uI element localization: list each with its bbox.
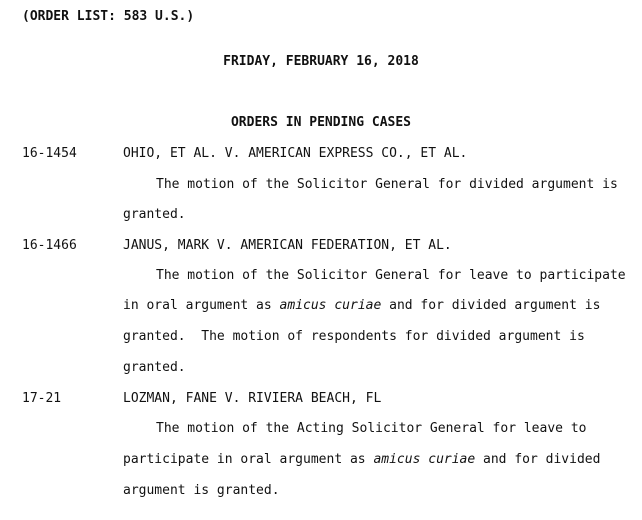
case-number: 17-21 [22, 391, 62, 406]
order-text-segment: in oral argument as [123, 298, 280, 313]
order-text-line: granted. [123, 207, 186, 222]
case-caption: JANUS, MARK V. AMERICAN FEDERATION, ET AL. [123, 238, 452, 253]
order-text-segment: and for divided [475, 452, 601, 467]
order-text-line: The motion of the Acting Solicitor General for leave to [156, 421, 587, 436]
order-date: FRIDAY, FEBRUARY 16, 2018 [223, 54, 419, 69]
order-text-line: granted. [123, 360, 186, 375]
case-number: 16-1454 [22, 146, 77, 161]
order-text-segment: participate in oral argument as [123, 452, 374, 467]
case-number: 16-1466 [22, 238, 77, 253]
italic-term: amicus curiae [279, 298, 382, 313]
order-text-line: granted. The motion of respondents for divided argument is [123, 329, 585, 344]
order-text-line: The motion of the Solicitor General for leave to participate [156, 268, 626, 283]
order-text-segment: and for divided argument is [381, 298, 601, 313]
section-title: ORDERS IN PENDING CASES [230, 115, 411, 130]
order-list-heading: (ORDER LIST: 583 U.S.) [22, 9, 195, 24]
order-text-line [123, 452, 600, 468]
case-caption: LOZMAN, FANE V. RIVIERA BEACH, FL [123, 391, 382, 406]
order-text-line [123, 298, 600, 314]
case-caption: OHIO, ET AL. V. AMERICAN EXPRESS CO., ET AL. [123, 146, 468, 161]
order-text-line: The motion of the Solicitor General for divided argument is [156, 177, 618, 192]
italic-term: amicus curiae [373, 452, 476, 467]
order-text-line: argument is granted. [123, 483, 280, 498]
